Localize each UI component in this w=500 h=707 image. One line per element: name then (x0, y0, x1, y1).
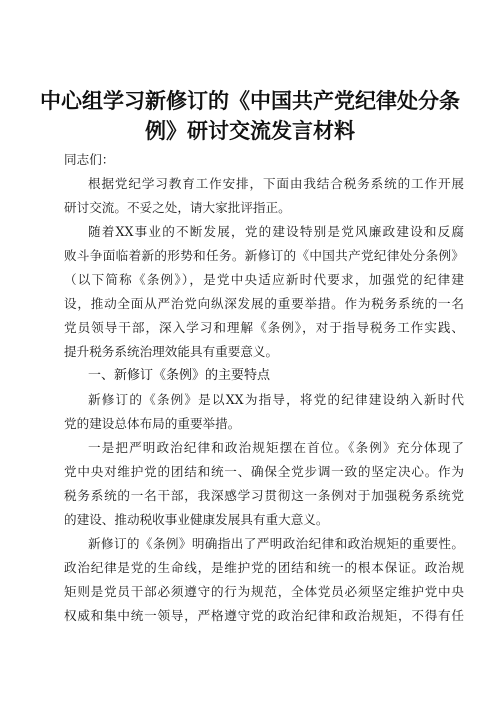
paragraph-1-line: 研讨交流。不妥之处，请大家批评指正。 (64, 200, 291, 215)
paragraph-2-line: 提升税务系统治理效能具有重要意义。 (64, 344, 279, 359)
paragraph-2-line: （以下简称《条例》），是党中央适应新时代要求，加强党的纪律建 (64, 272, 464, 287)
paragraph-1-line: 根据党纪学习教育工作安排，下面由我结合税务系统的工作开展 (88, 176, 464, 191)
paragraph-5-line: 新修订的《条例》明确指出了严明政治纪律和政治规矩的重要性。 (88, 536, 464, 551)
paragraph-3-line: 新修订的《条例》是以XX为指导，将党的纪律建设纳入新时代 (88, 392, 464, 407)
paragraph-2-line: 党员领导干部，深入学习和理解《条例》，对于指导税务工作实践、 (64, 320, 464, 335)
paragraph-5-line: 政治纪律是党的生命线，是维护党的团结和统一的根本保证。政治规 (64, 560, 464, 575)
paragraph-3-line: 党的建设总体布局的重要举措。 (64, 416, 241, 431)
paragraph-2-line: 设，推动全面从严治党向纵深发展的重要举措。作为税务系统的一名 (64, 296, 464, 311)
section-heading-1: 一、新修订《条例》的主要特点 (88, 368, 271, 383)
paragraph-4-line: 党中央对维护党的团结和统一、确保全党步调一致的坚定决心。作为 (64, 464, 464, 479)
paragraph-4-line: 一是把严明政治纪律和政治规矩摆在首位。《条例》充分体现了 (88, 440, 464, 455)
paragraph-5-line: 矩则是党员干部必须遵守的行为规范，全体党员必须坚定维护党中央 (64, 584, 464, 599)
salutation: 同志们： (64, 152, 115, 167)
document-title-line-2: 例》研讨交流发言材料 (145, 119, 355, 143)
paragraph-5-line: 权威和集中统一领导，严格遵守党的政治纪律和政治规矩，不得有任 (64, 608, 464, 623)
document-title-line-1: 中心组学习新修订的《中国共产党纪律处分条 (40, 89, 460, 113)
paragraph-4-line: 的建设、推动税收事业健康发展具有重大意义。 (64, 512, 329, 527)
paragraph-4-line: 税务系统的一名干部，我深感学习贯彻这一条例对于加强税务系统党 (64, 488, 464, 503)
paragraph-2-line: 随着XX事业的不断发展，党的建设特别是党风廉政建设和反腐 (88, 224, 464, 239)
paragraph-2-line: 败斗争面临着新的形势和任务。新修订的《中国共产党纪律处分条例》 (64, 248, 464, 263)
